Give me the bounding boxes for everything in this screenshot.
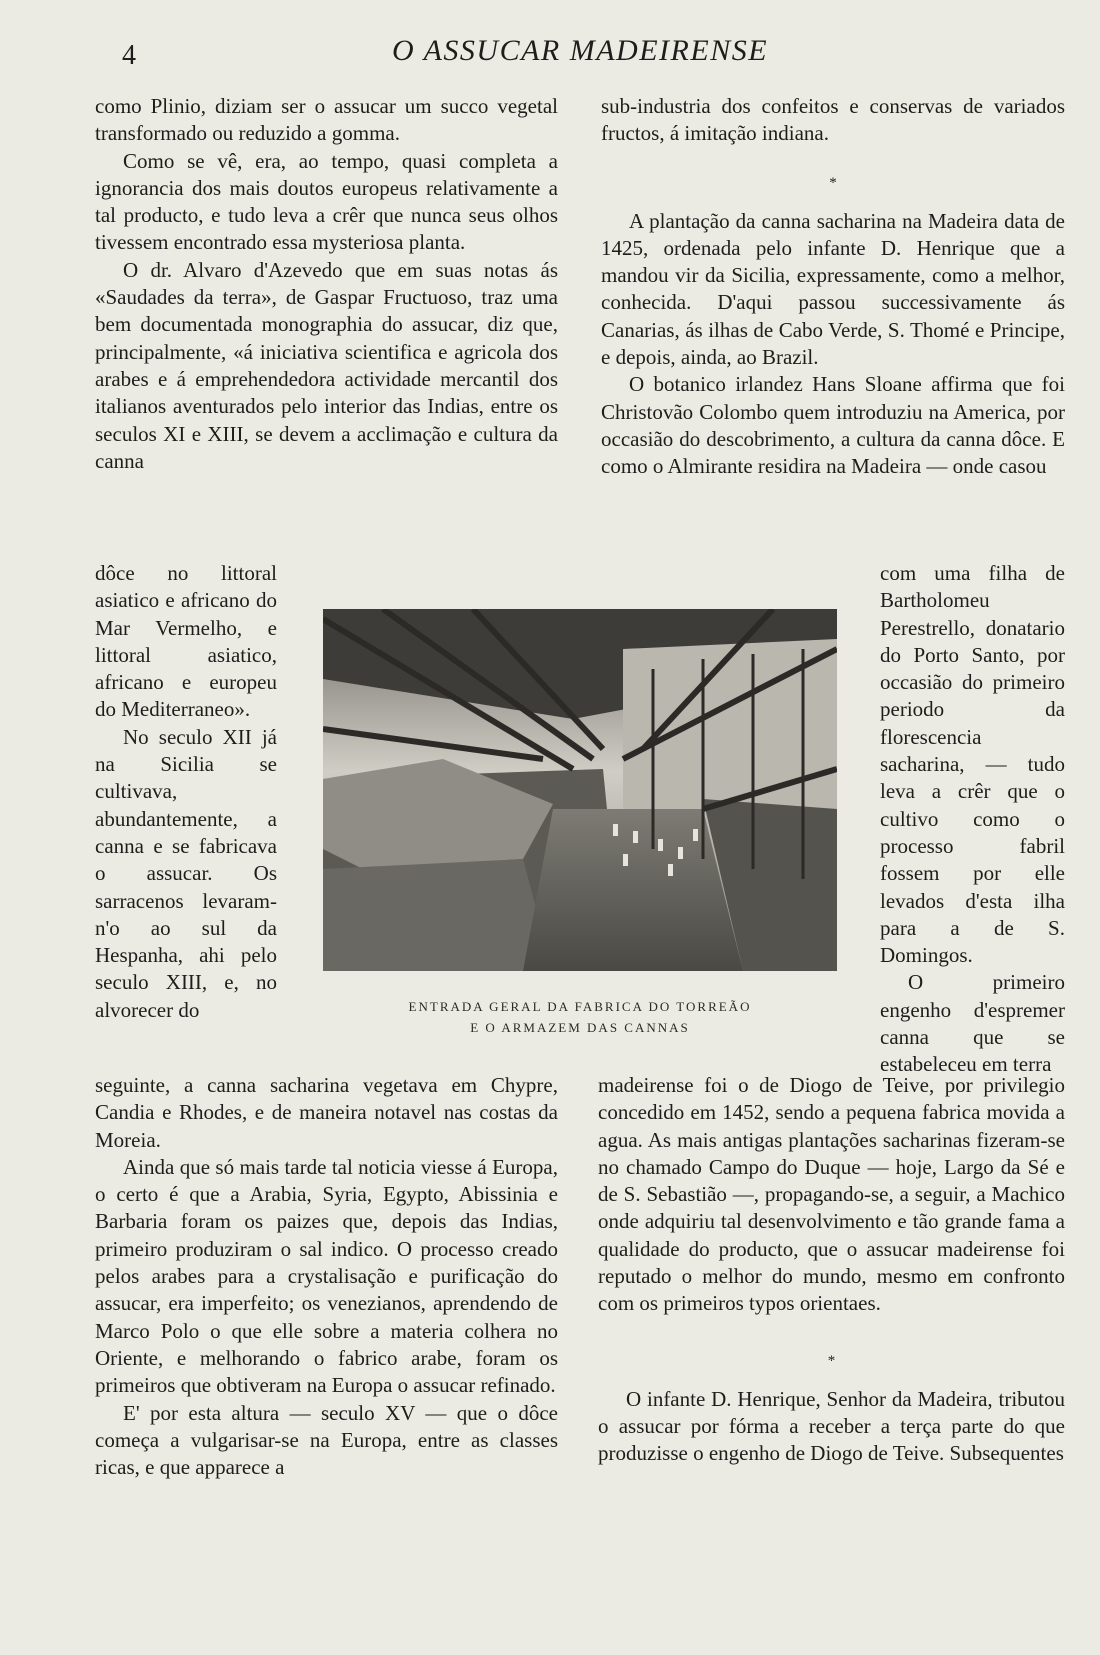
paragraph: O botanico irlandez Hans Sloane affirma que foi Christovão Colombo quem introduziu na America, por occasião do descobrimento, a cultura da canna dôce. E como o Almirante residira na Madeira — onde casou xyxy=(601,372,1065,479)
paragraph: madeirense foi o de Diogo de Teive, por privilegio concedido em 1452, sendo a pequena fabrica movida a agua. As mais antigas plantações sacharinas fizeram-se no chamado Campo do Duque — hoje, Largo da Sé e de S. Sebastião —, propagando-se, a seguir, a Machico onde adquiriu tal desenvolvimento e tão grande fama a qualidade do producto, que o assucar madeirense foi reputado o melhor do mundo, mesmo em confronto com os primeiros typos orientaes. xyxy=(598,1073,1065,1316)
caption-line: E O ARMAZEM DAS CANNAS xyxy=(470,1020,690,1035)
left-column-bottom xyxy=(95,1072,558,1481)
factory-photograph xyxy=(323,609,837,971)
paragraph: sub-industria dos confeitos e conservas de variados fructos, á imitação indiana. xyxy=(601,94,1065,146)
right-column-top xyxy=(601,93,1065,481)
right-column-narrow xyxy=(880,560,1065,1079)
section-separator-star: * xyxy=(827,1352,836,1369)
paragraph: dôce no littoral asiatico e africano do Mar Vermelho, e littoral asiatico, africano e europeu do Mediterraneo». xyxy=(95,561,277,722)
paragraph: com uma filha de Bartholomeu Perestrello, donatario do Porto Santo, por occasião do primeiro periodo da florescencia sacharina, — tudo leva a crêr que o cultivo como o processo fabril fossem por elle levados d'esta ilha para a de S. Domingos. xyxy=(880,561,1065,968)
paragraph: Como se vê, era, ao tempo, quasi completa a ignorancia dos mais doutos europeus relativamente a tal producto, e tudo leva a crêr que nunca seus olhos tivessem encontrado essa mysteriosa planta. xyxy=(95,148,558,255)
left-column-top xyxy=(95,93,558,475)
paragraph: seguinte, a canna sacharina vegetava em Chypre, Candia e Rhodes, e de maneira notavel nas costas da Moreia. xyxy=(95,1073,558,1152)
paragraph: A plantação da canna sacharina na Madeira data de 1425, ordenada pelo infante D. Henrique que a mandou vir da Sicilia, expressamente, como a melhor, conhecida. D'aqui passou successivamente ás Canarias, ás ilhas de Cabo Verde, S. Thomé e Principe, e depois, ainda, ao Brazil. xyxy=(601,208,1065,370)
paragraph: O primeiro engenho d'espremer canna que se estabeleceu em terra xyxy=(880,970,1065,1077)
caption-line: ENTRADA GERAL DA FABRICA DO TORREÃO xyxy=(408,999,752,1014)
section-separator-star: * xyxy=(829,174,837,191)
running-title: O ASSUCAR MADEIRENSE xyxy=(391,34,769,67)
paragraph: O infante D. Henrique, Senhor da Madeira, tributou o assucar por fórma a receber a terça parte do que produzisse o engenho de Diogo de Teive. Subsequentes xyxy=(598,1386,1065,1466)
paragraph: como Plinio, diziam ser o assucar um succo vegetal transformado ou reduzido a gomma. xyxy=(95,94,558,146)
paragraph: Ainda que só mais tarde tal noticia viesse á Europa, o certo é que a Arabia, Syria, Egypto, Abissinia e Barbaria foram os paizes que, depois das Indias, primeiro produziram o sal indico. O processo creado pelos arabes para a crystalisação e purificação do assucar, era imperfeito; os venezianos, aprendendo de Marco Polo o que elle sobre a materia colhera no Oriente, e melhorando o fabrico arabe, foram os primeiros que obtiveram na Europa o assucar refinado. xyxy=(95,1154,558,1398)
left-column-narrow xyxy=(95,560,277,1024)
figure-caption xyxy=(323,996,837,1038)
paragraph: No seculo XII já na Sicilia se cultivava, abundantemente, a canna e se fabricava o assucar. Os sarracenos levaram-n'o ao sul da Hespanha, ahi pelo seculo XIII, e, no alvorecer do xyxy=(95,724,277,1022)
factory-interior-image xyxy=(323,609,837,971)
right-column-bottom xyxy=(598,1072,1065,1468)
paragraph: O dr. Alvaro d'Azevedo que em suas notas ás «Saudades da terra», de Gaspar Fructuoso, traz uma bem documentada monographia do assucar, diz que, principalmente, «á iniciativa scientifica e agricola dos arabes e á emprehendedora actividade mercantil dos italianos aventurados pelo interior das Indias, entre os seculos XI e XIII, se devem a acclimação e cultura da canna xyxy=(95,257,558,473)
paragraph: E' por esta altura — seculo XV — que o dôce começa a vulgarisar-se na Europa, entre as classes ricas, e que apparece a xyxy=(95,1400,558,1480)
page-number: 4 xyxy=(122,40,136,71)
